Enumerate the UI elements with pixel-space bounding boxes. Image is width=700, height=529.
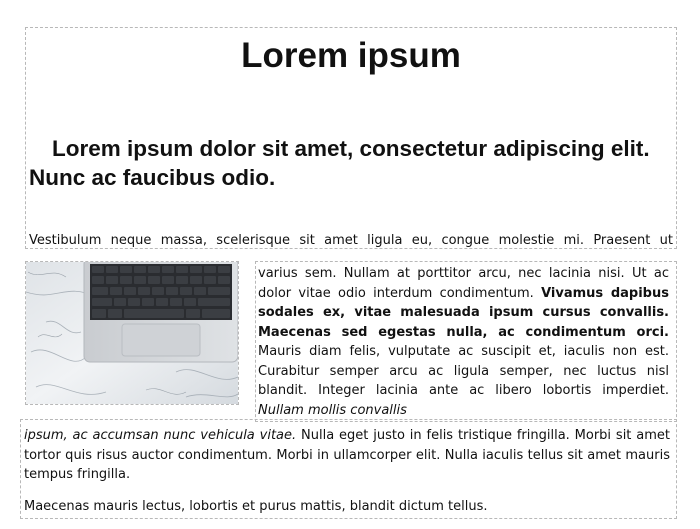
wrap-text-1: varius sem. Nullam at porttitor arcu, nec lacinia nisi. Ut ac dolor vitae odio interdum condimentum.: [258, 266, 669, 301]
bottom-paragraph: [24, 426, 670, 485]
italic-continuation: ipsum, ac accumsan nunc vehicula vitae.: [24, 428, 297, 443]
closing-paragraph: Maecenas mauris lectus, lobortis et purus mattis, blandit dictum tellus.: [24, 499, 488, 514]
document-subtitle: Lorem ipsum dolor sit amet, consectetur adipiscing elit. Nunc ac faucibus odio.: [29, 136, 650, 190]
paragraph-line-before-image: Vestibulum neque massa, scelerisque sit amet ligula eu, congue molestie mi. Praesent ut: [29, 233, 673, 248]
laptop-photo: [26, 262, 238, 404]
wrapped-paragraph: [258, 264, 669, 420]
italic-passage: Nullam mollis convallis: [258, 402, 407, 418]
wrap-text-2: Mauris diam felis, vulputate ac suscipit et, iaculis non est. Curabitur semper arcu ac ligula semper, nec luctus nisl blandit. Integer lacinia ante ac libero lobortis imperdiet.: [258, 344, 669, 398]
bottom-text: Nulla eget justo in felis tristique fringilla. Morbi sit amet tortor quis risus auctor condimentum. Morbi in ullamcorper elit. Nulla iaculis tellus sit amet mauris tempus fringilla.: [24, 428, 670, 482]
laptop-image: [26, 262, 238, 404]
document-title: Lorem ipsum: [241, 36, 461, 75]
bold-passage: Vivamus dapibus sodales ex, vitae malesuada ipsum cursus convallis. Maecenas sed egestas nulla, ac condimentum orci.: [258, 285, 669, 340]
